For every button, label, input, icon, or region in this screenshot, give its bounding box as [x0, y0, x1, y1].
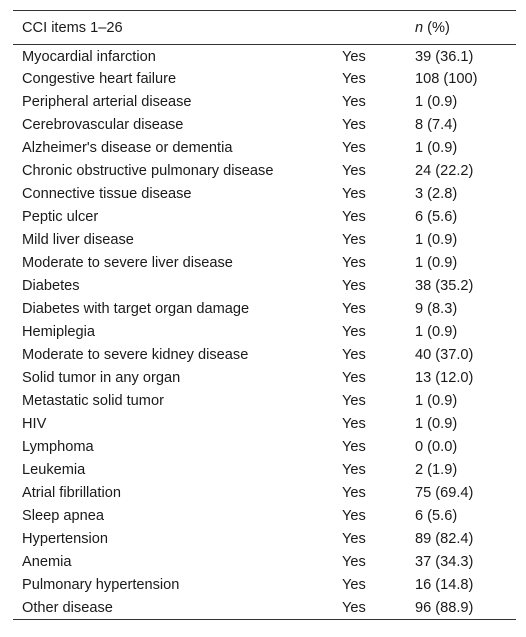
row-answer-cell: Yes: [342, 163, 366, 179]
row-value-cell: 2 (1.9): [415, 462, 458, 478]
row-value-cell: 24 (22.2): [415, 163, 474, 179]
header-row: [13, 11, 516, 45]
row-value-cell: 1 (0.9): [415, 140, 458, 156]
table-row: [13, 459, 516, 482]
row-item-cell: Chronic obstructive pulmonary disease: [22, 163, 274, 179]
row-answer-cell: Yes: [342, 347, 366, 363]
row-item-cell: Sleep apnea: [22, 508, 104, 524]
row-answer-cell: Yes: [342, 301, 366, 317]
row-value-cell: 8 (7.4): [415, 117, 458, 133]
row-item-cell: Peptic ulcer: [22, 209, 99, 225]
row-answer-cell: Yes: [342, 232, 366, 248]
row-value-cell: 108 (100): [415, 71, 478, 87]
table-body: [13, 45, 516, 620]
row-answer-cell: Yes: [342, 485, 366, 501]
row-answer-cell: Yes: [342, 370, 366, 386]
row-item-cell: Mild liver disease: [22, 232, 134, 248]
row-answer-cell: Yes: [342, 255, 366, 271]
table-row: [13, 114, 516, 137]
row-value-cell: 13 (12.0): [415, 370, 474, 386]
row-item-cell: Other disease: [22, 599, 113, 616]
header-items: CCI items 1–26: [22, 19, 123, 36]
row-answer-cell: Yes: [342, 416, 366, 432]
row-value-cell: 3 (2.8): [415, 186, 458, 202]
row-answer-cell: Yes: [342, 531, 366, 547]
header-answer: [333, 11, 406, 45]
row-value-cell: 38 (35.2): [415, 278, 474, 294]
row-value-cell: 0 (0.0): [415, 439, 458, 455]
row-item-cell: Leukemia: [22, 462, 86, 478]
row-item-cell: Hypertension: [22, 531, 108, 547]
table-row: [13, 252, 516, 275]
footer-rule: [13, 620, 516, 631]
row-item-cell: Congestive heart failure: [22, 71, 177, 87]
row-value-cell: 1 (0.9): [415, 232, 458, 248]
cci-items-table: [13, 10, 516, 630]
row-answer-cell: Yes: [342, 599, 366, 616]
row-value-cell: 9 (8.3): [415, 301, 458, 317]
table-row: [13, 298, 516, 321]
row-item-cell: Moderate to severe liver disease: [22, 255, 233, 271]
row-item-cell: Hemiplegia: [22, 324, 96, 340]
row-value-cell: 96 (88.9): [415, 599, 474, 616]
row-item-cell: Pulmonary hypertension: [22, 577, 180, 593]
row-item-cell: HIV: [22, 416, 47, 432]
row-answer-cell: Yes: [342, 117, 366, 133]
table-row: [13, 482, 516, 505]
row-answer-cell: Yes: [342, 209, 366, 225]
row-answer-cell: Yes: [342, 554, 366, 570]
table-row: [13, 68, 516, 91]
row-value-cell: 1 (0.9): [415, 416, 458, 432]
row-item-cell: Solid tumor in any organ: [22, 370, 181, 386]
row-answer-cell: Yes: [342, 186, 366, 202]
table-row: [13, 436, 516, 459]
row-value-cell: 37 (34.3): [415, 554, 474, 570]
row-value-cell: 89 (82.4): [415, 531, 474, 547]
table-row: [13, 45, 516, 68]
row-answer-cell: Yes: [342, 278, 366, 294]
row-value-cell: 1 (0.9): [415, 393, 458, 409]
row-value-cell: 1 (0.9): [415, 324, 458, 340]
table-row: [13, 275, 516, 298]
header-percent: (%): [423, 19, 450, 36]
row-value-cell: 75 (69.4): [415, 485, 474, 501]
table-row: [13, 229, 516, 252]
table-row: [13, 321, 516, 344]
row-answer-cell: Yes: [342, 393, 366, 409]
table-row: [13, 91, 516, 114]
row-value-cell: 6 (5.6): [415, 209, 458, 225]
table-row: [13, 137, 516, 160]
row-value-cell: 40 (37.0): [415, 347, 474, 363]
row-item-cell: Diabetes: [22, 278, 80, 294]
row-value-cell: 1 (0.9): [415, 94, 458, 110]
header-n-percent: [406, 11, 516, 45]
table-row: [13, 367, 516, 390]
table-row: [13, 574, 516, 597]
row-value-cell: 6 (5.6): [415, 508, 458, 524]
table-row: [13, 528, 516, 551]
row-item-cell: Metastatic solid tumor: [22, 393, 164, 409]
table-footer: [13, 620, 516, 631]
row-item-cell: Moderate to severe kidney disease: [22, 347, 249, 363]
row-item-cell: Cerebrovascular disease: [22, 117, 184, 133]
row-answer-cell: Yes: [342, 508, 366, 524]
row-answer-cell: Yes: [342, 94, 366, 110]
row-answer-cell: Yes: [342, 140, 366, 156]
row-value-cell: 1 (0.9): [415, 255, 458, 271]
row-item-cell: Lymphoma: [22, 439, 94, 455]
row-item-cell: Anemia: [22, 554, 72, 570]
row-answer-cell: Yes: [342, 462, 366, 478]
table-row: [13, 597, 516, 620]
table-row: [13, 505, 516, 528]
row-answer-cell: Yes: [342, 71, 366, 87]
table-row: [13, 183, 516, 206]
row-item-cell: Connective tissue disease: [22, 186, 192, 202]
row-item-cell: Diabetes with target organ damage: [22, 301, 250, 317]
table-header: [13, 11, 516, 45]
row-value-cell: 39 (36.1): [415, 49, 474, 66]
row-answer-cell: Yes: [342, 577, 366, 593]
row-item-cell: Peripheral arterial disease: [22, 94, 192, 110]
table-row: [13, 206, 516, 229]
cci-table-container: [13, 10, 516, 630]
row-answer-cell: Yes: [342, 324, 366, 340]
row-item-cell: Atrial fibrillation: [22, 485, 121, 501]
row-value-cell: 16 (14.8): [415, 577, 474, 593]
table-row: [13, 390, 516, 413]
header-n: n: [415, 19, 424, 36]
row-answer-cell: Yes: [342, 439, 366, 455]
row-answer-cell: Yes: [342, 49, 366, 66]
row-item-cell: Myocardial infarction: [22, 49, 156, 66]
row-item-cell: Alzheimer's disease or dementia: [22, 140, 233, 156]
table-row: [13, 413, 516, 436]
table-row: [13, 344, 516, 367]
footer-cell: [13, 620, 516, 631]
table-row: [13, 160, 516, 183]
table-row: [13, 551, 516, 574]
